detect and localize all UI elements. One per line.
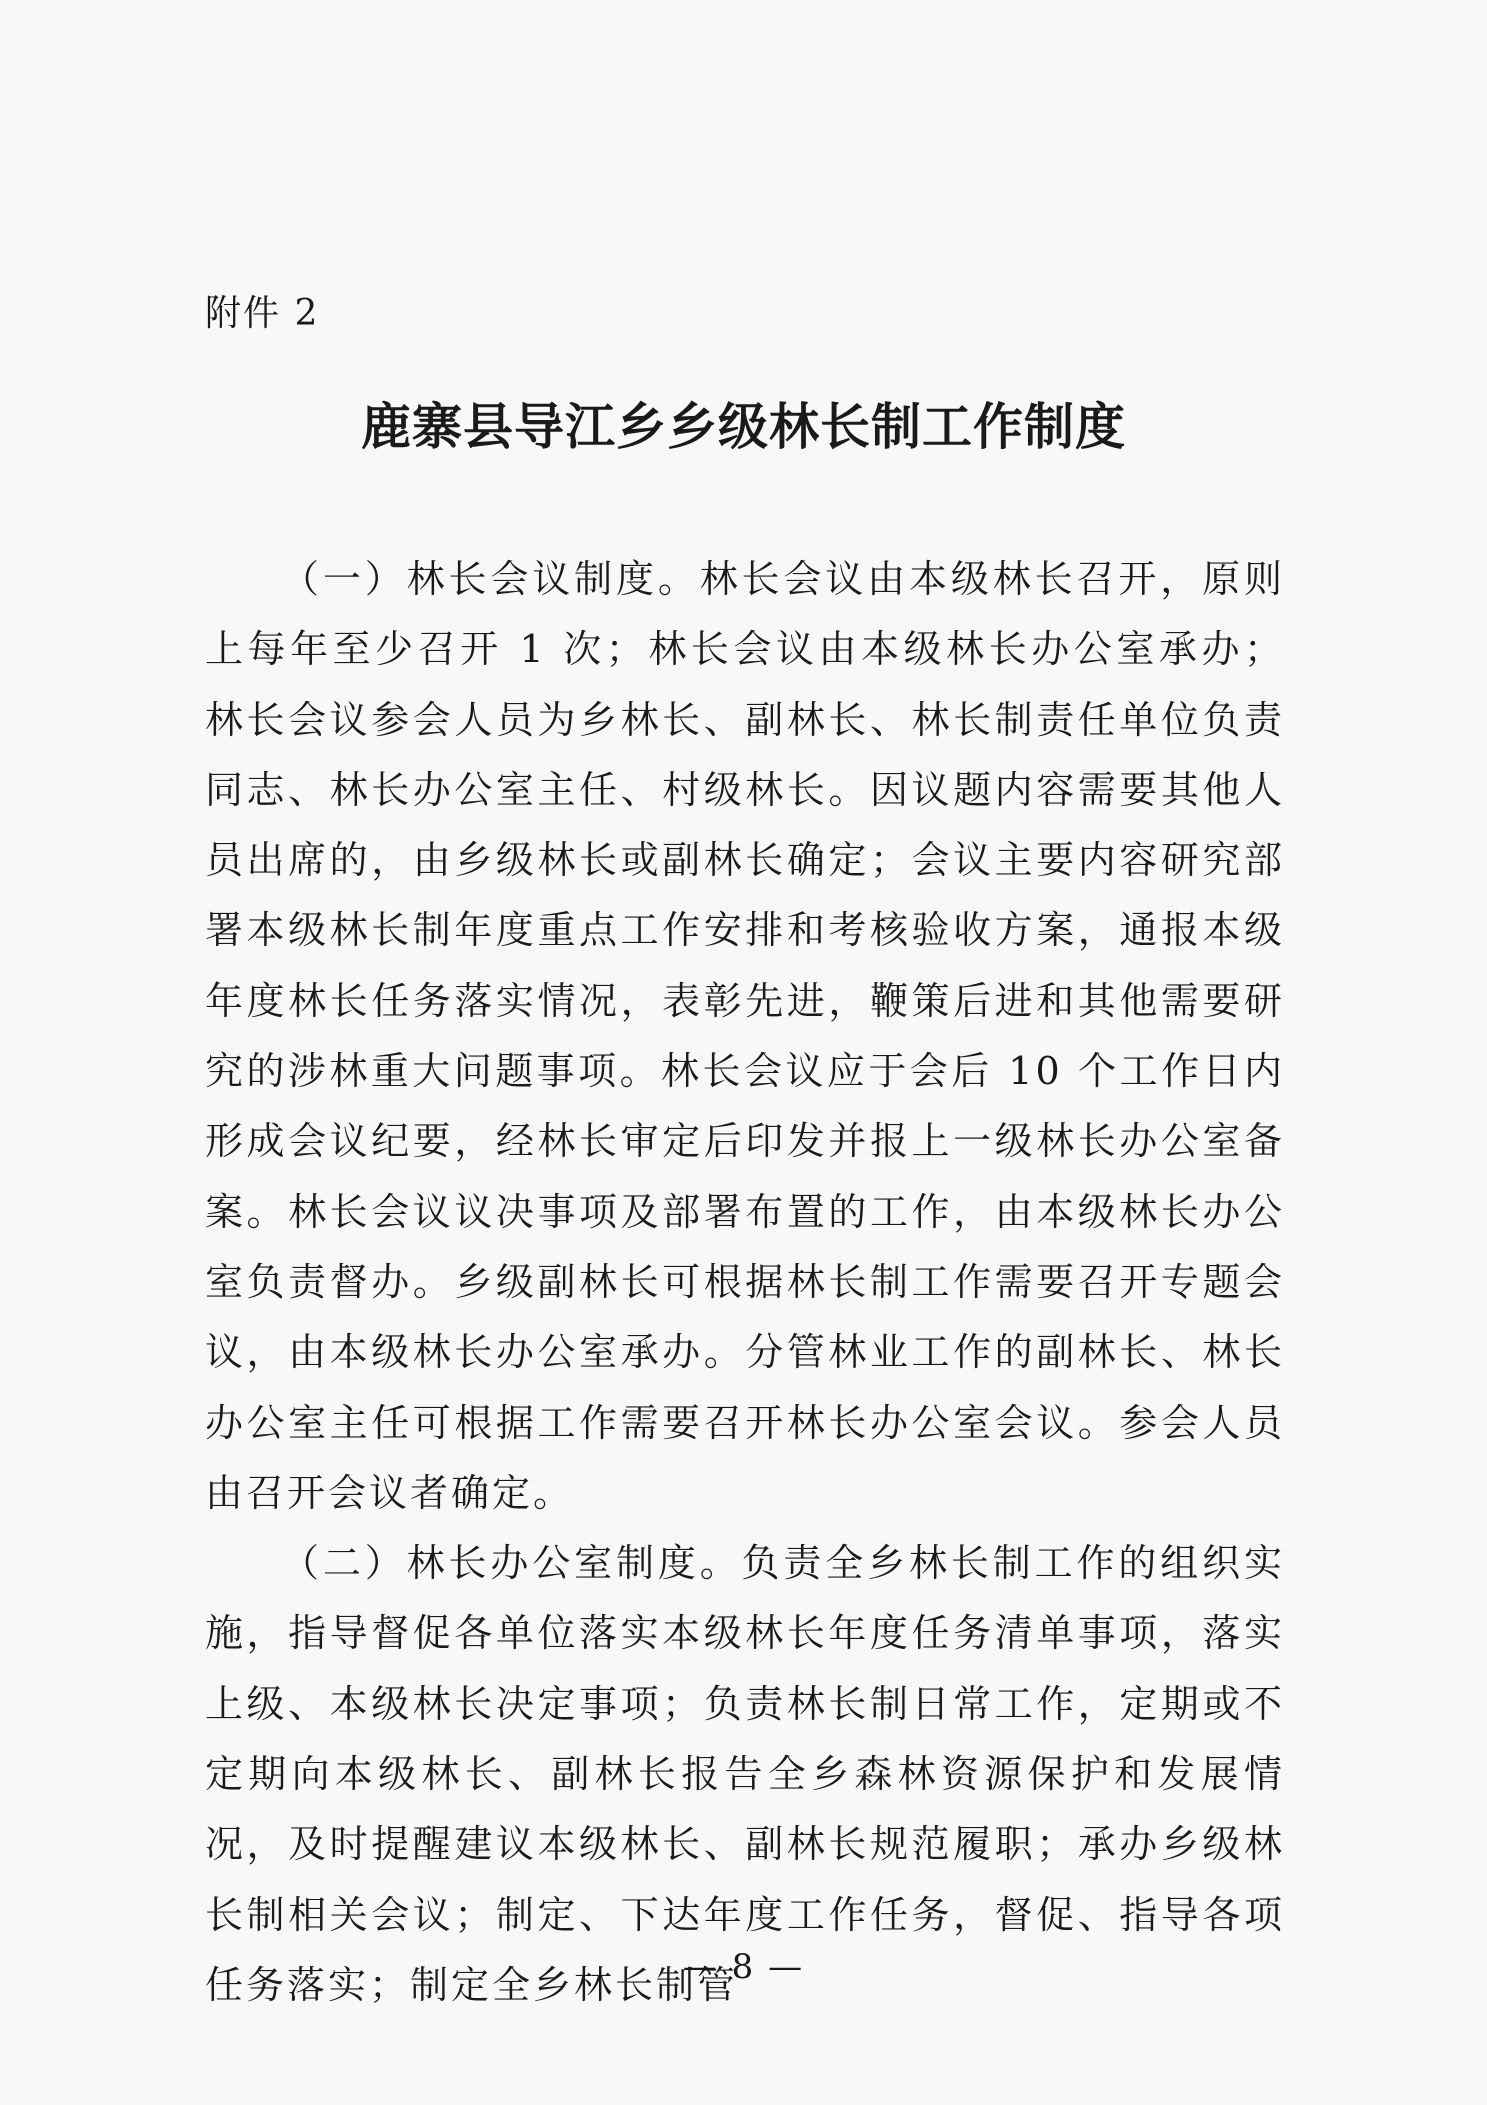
- document-body: [205, 544, 1285, 2020]
- document-title: 鹿寨县导江乡乡级林长制工作制度: [361, 398, 1126, 456]
- page-number: — 8 —: [682, 1947, 805, 1987]
- paragraph-1: （一）林长会议制度。林长会议由本级林长召开，原则上每年至少召开 1 次；林长会议由本级林长办公室承办；林长会议参会人员为乡林长、副林长、林长制责任单位负责同志、林长办公室主任、村级林长。因议题内容需要其他人员出席的，由乡级林长或副林长确定；会议主要内容研究部署本级林长制年度重点工作安排和考核验收方案，通报本级年度林长任务落实情况，表彰先进，鞭策后进和其他需要研究的涉林重大问题事项。林长会议应于会后 10 个工作日内形成会议纪要，经林长审定后印发并报上一级林长办公室备案。林长会议议决事项及部署布置的工作，由本级林长办公室负责督办。乡级副林长可根据林长制工作需要召开专题会议，由本级林长办公室承办。分管林业工作的副林长、林长办公室主任可根据工作需要召开林长办公室会议。参会人员由召开会议者确定。: [205, 557, 1285, 1515]
- attachment-label: 附件 2: [205, 293, 320, 334]
- paragraph-2: （二）林长办公室制度。负责全乡林长制工作的组织实施，指导督促各单位落实本级林长年度任务清单事项，落实上级、本级林长决定事项；负责林长制日常工作，定期或不定期向本级林长、副林长报告全乡森林资源保护和发展情况，及时提醒建议本级林长、副林长规范履职；承办乡级林长制相关会议；制定、下达年度工作任务，督促、指导各项任务落实；制定全乡林长制管: [205, 1541, 1285, 2007]
